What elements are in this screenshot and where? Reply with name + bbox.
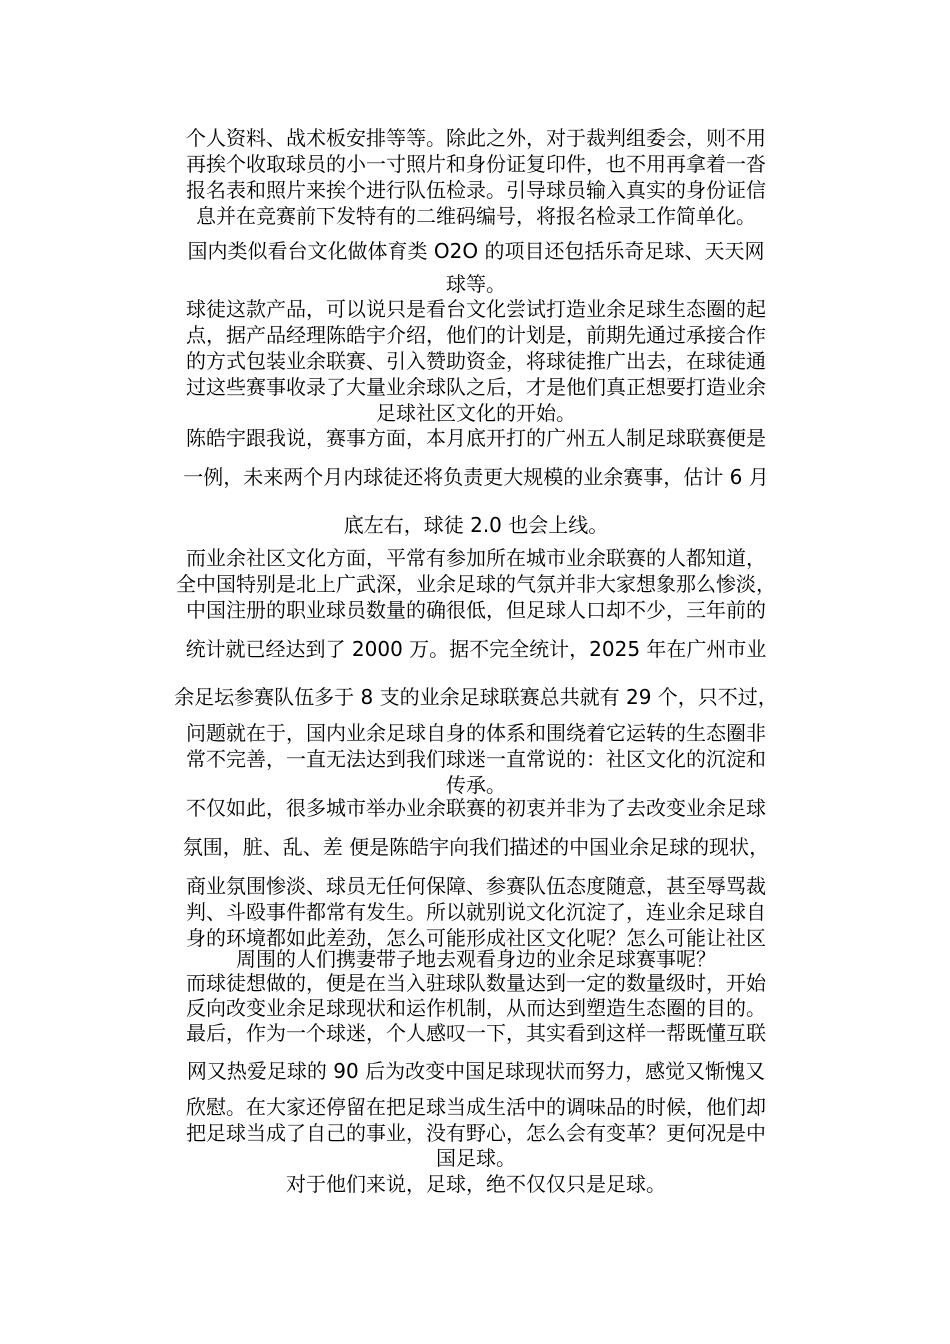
text-line: 问题就在于，国内业余足球自身的体系和围绕着它运转的生态圈非 <box>186 721 766 745</box>
text-line: 反向改变业余足球现状和运作机制，从而达到塑造生态圈的目的。 <box>186 996 766 1020</box>
text-line: 不仅如此，很多城市举办业余联赛的初衷并非为了去改变业余足球 <box>186 796 766 820</box>
text-line: 息并在竞赛前下发特有的二维码编号，将报名检录工作简单化。 <box>196 204 756 228</box>
text-line: 而业余社区文化方面，平常有参加所在城市业余联赛的人都知道， <box>186 546 766 570</box>
text-line: 过这些赛事收录了大量业余球队之后，才是他们真正想要打造业余 <box>186 375 766 399</box>
text-line: 的方式包装业余联赛、引入赞助资金，将球徒推广出去，在球徒通 <box>186 349 766 373</box>
text-line: 一例，未来两个月内球徒还将负责更大规模的业余赛事，估计 6 月 <box>183 465 769 489</box>
text-line: 欣慰。在大家还停留在把足球当成生活中的调味品的时候，他们却 <box>186 1095 766 1119</box>
text-line: 国足球。 <box>436 1146 516 1170</box>
text-line: 报名表和照片来挨个进行队伍检录。引导球员输入真实的身份证信 <box>186 178 766 202</box>
text-line: 球徒这款产品，可以说只是看台文化尝试打造业余足球生态圈的起 <box>186 297 766 321</box>
text-line: 统计就已经达到了 2000 万。据不完全统计，2025 年在广州市业 <box>185 637 767 661</box>
text-line: 网又热爱足球的 90 后为改变中国足球现状而努力，感觉又惭愧又 <box>186 1059 766 1083</box>
text-line: 足球社区文化的开始。 <box>376 401 576 425</box>
text-line: 而球徒想做的，便是在当入驻球队数量达到一定的数量级时，开始 <box>186 971 766 995</box>
text-line: 商业氛围惨淡、球员无任何保障、参赛队伍态度随意，甚至辱骂裁 <box>186 874 766 898</box>
text-line: 个人资料、战术板安排等等。除此之外，对于裁判组委会，则不用 <box>186 126 766 150</box>
text-line: 球等。 <box>446 272 506 296</box>
text-line: 再挨个收取球员的小一寸照片和身份证复印件，也不用再拿着一沓 <box>186 152 766 176</box>
text-line: 陈皓宇跟我说，赛事方面，本月底开打的广州五人制足球联赛便是 <box>186 426 766 450</box>
text-line: 中国注册的职业球员数量的确很低，但足球人口却不少，三年前的 <box>186 598 766 622</box>
text-line: 对于他们来说，足球，绝不仅仅只是足球。 <box>286 1172 666 1196</box>
text-line: 常不完善，一直无法达到我们球迷一直常说的：社区文化的沉淀和 <box>186 747 766 771</box>
text-line: 判、斗殴事件都常有发生。所以就别说文化沉淀了，连业余足球自 <box>186 900 766 924</box>
text-line: 身的环境都如此差劲，怎么可能形成社区文化呢？怎么可能让社区 <box>186 926 766 950</box>
text-line: 全中国特别是北上广武深，业余足球的气氛并非大家想象那么惨淡， <box>176 572 776 596</box>
text-line: 点，据产品经理陈皓宇介绍，他们的计划是，前期先通过承接合作 <box>186 323 766 347</box>
text-line: 传承。 <box>446 773 506 797</box>
text-line: 底左右，球徒 2.0 也会上线。 <box>343 513 609 537</box>
text-line: 余足坛参赛队伍多于 8 支的业余足球联赛总共就有 29 个，只不过， <box>174 685 778 709</box>
text-line: 氛围，脏、乱、差 便是陈皓宇向我们描述的中国业余足球的现状， <box>182 835 770 859</box>
text-line: 最后，作为一个球迷，个人感叹一下，其实看到这样一帮既懂互联 <box>186 1021 766 1045</box>
text-line: 国内类似看台文化做体育类 O2O 的项目还包括乐奇足球、天天网 <box>187 239 765 263</box>
text-line: 把足球当成了自己的事业，没有野心，怎么会有变革？更何况是中 <box>186 1121 766 1145</box>
text-line: 周围的人们携妻带子地去观看身边的业余足球赛事呢？ <box>236 947 716 971</box>
